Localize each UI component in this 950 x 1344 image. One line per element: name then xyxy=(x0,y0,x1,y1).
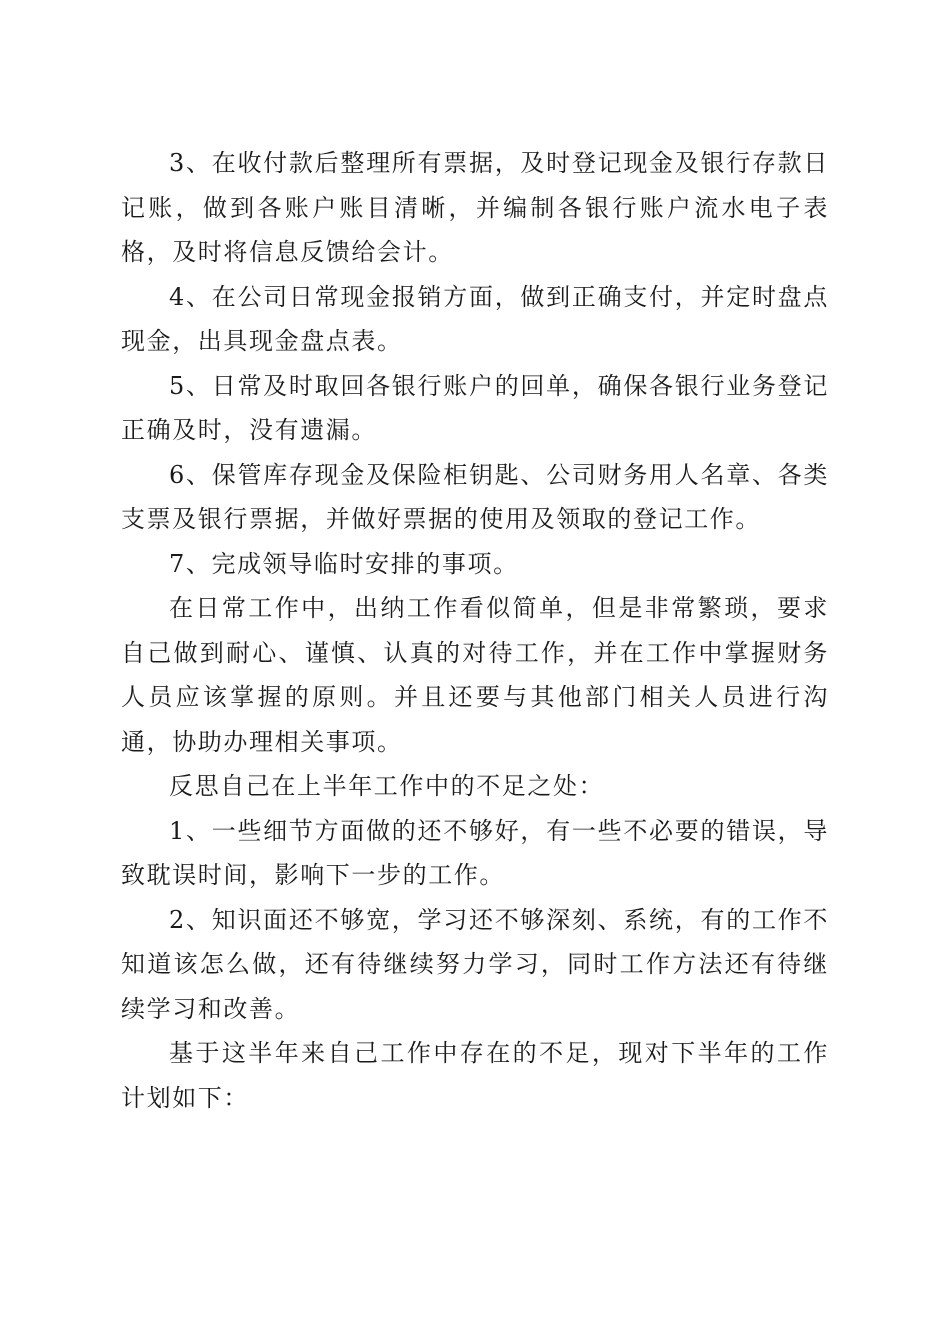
paragraph-item-7-assigned-tasks: 7、完成领导临时安排的事项。 xyxy=(169,549,519,578)
paragraph-shortcoming-2: 2、知识面还不够宽，学习还不够深刻、系统，有的工作不知道该怎么做，还有待继续努力学习，同时工作方法还有待继续学习和改善。 xyxy=(121,905,829,1023)
paragraph-shortcomings-heading: 反思自己在上半年工作中的不足之处： xyxy=(169,772,605,800)
paragraph-plan-intro: 基于这半年来自己工作中存在的不足，现对下半年的工作计划如下： xyxy=(121,1039,829,1112)
paragraph-item-6-safekeeping: 6、保管库存现金及保险柜钥匙、公司财务用人名章、各类支票及银行票据，并做好票据的使用及领取的登记工作。 xyxy=(121,460,829,533)
paragraph-item-4-cash-reimbursement: 4、在公司日常现金报销方面，做到正确支付，并定时盘点现金，出具现金盘点表。 xyxy=(121,282,829,355)
paragraph-daily-work: 在日常工作中，出纳工作看似简单，但是非常繁琐，要求自己做到耐心、谨慎、认真的对待工作，并在工作中掌握财务人员应该掌握的原则。并且还要与其他部门相关人员进行沟通，协助办理相关事项。 xyxy=(121,594,829,756)
document-body xyxy=(121,141,829,1120)
paragraph-item-5-bank-receipts: 5、日常及时取回各银行账户的回单，确保各银行业务登记正确及时，没有遗漏。 xyxy=(121,371,829,444)
paragraph-shortcoming-1: 1、一些细节方面做的还不够好，有一些不必要的错误，导致耽误时间，影响下一步的工作。 xyxy=(121,816,829,889)
paragraph-item-3-bills: 3、在收付款后整理所有票据，及时登记现金及银行存款日记账，做到各账户账目清晰，并编制各银行账户流水电子表格，及时将信息反馈给会计。 xyxy=(121,149,829,266)
